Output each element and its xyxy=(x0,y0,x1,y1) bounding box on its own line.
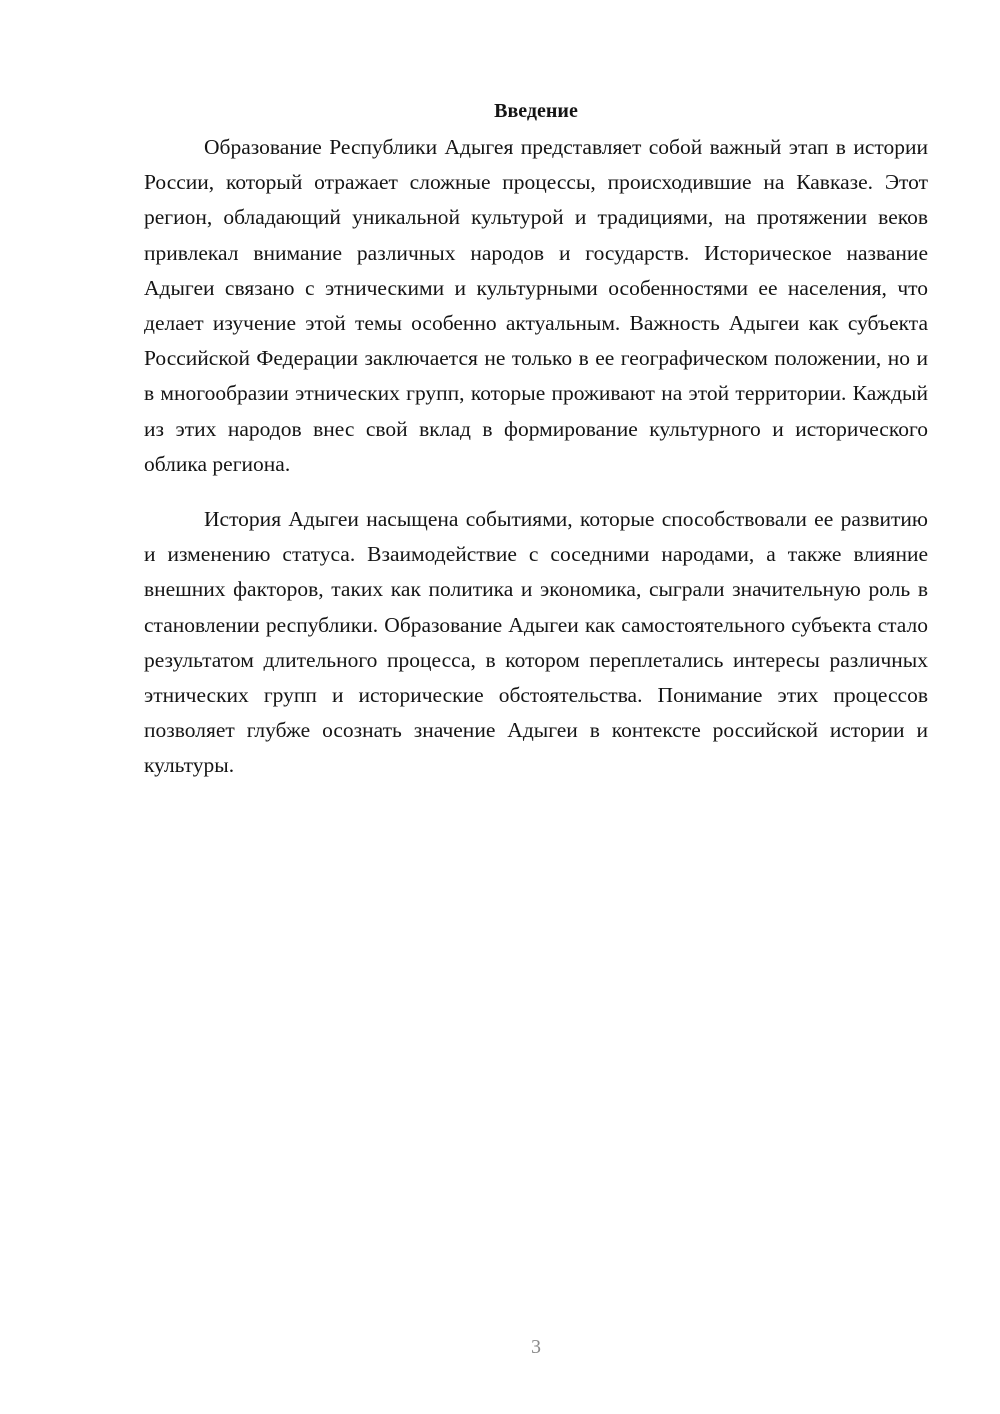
paragraph-2: История Адыгеи насыщена событиями, которые способствовали ее развитию и изменению статуса. Взаимодействие с соседними народами, а также влияние внешних факторов, таких как политика и экономика, сыграли значительную роль в становлении республики. Образование Адыгеи как самостоятельного субъекта стало результатом длительного процесса, в котором переплетались интересы различных этнических групп и исторические обстоятельства. Понимание этих процессов позволяет глубже осознать значение Адыгеи в контексте российской истории и культуры. xyxy=(144,507,928,778)
page-number: 3 xyxy=(531,1336,541,1358)
paragraph-1: Образование Республики Адыгея представляет собой важный этап в истории России, который отражает сложные процессы, происходившие на Кавказе. Этот регион, обладающий уникальной культурой и традициями, на протяжении веков привлекал внимание различных народов и государств. Историческое название Адыгеи связано с этническими и культурными особенностями ее населения, что делает изучение этой темы особенно актуальным. Важность Адыгеи как субъекта Российской Федерации заключается не только в ее географическом положении, но и в многообразии этнических групп, которые проживают на этой территории. Каждый из этих народов внес свой вклад в формирование культурного и исторического облика региона. xyxy=(144,135,928,476)
section-heading: Введение xyxy=(494,100,578,122)
page-content xyxy=(144,96,928,784)
